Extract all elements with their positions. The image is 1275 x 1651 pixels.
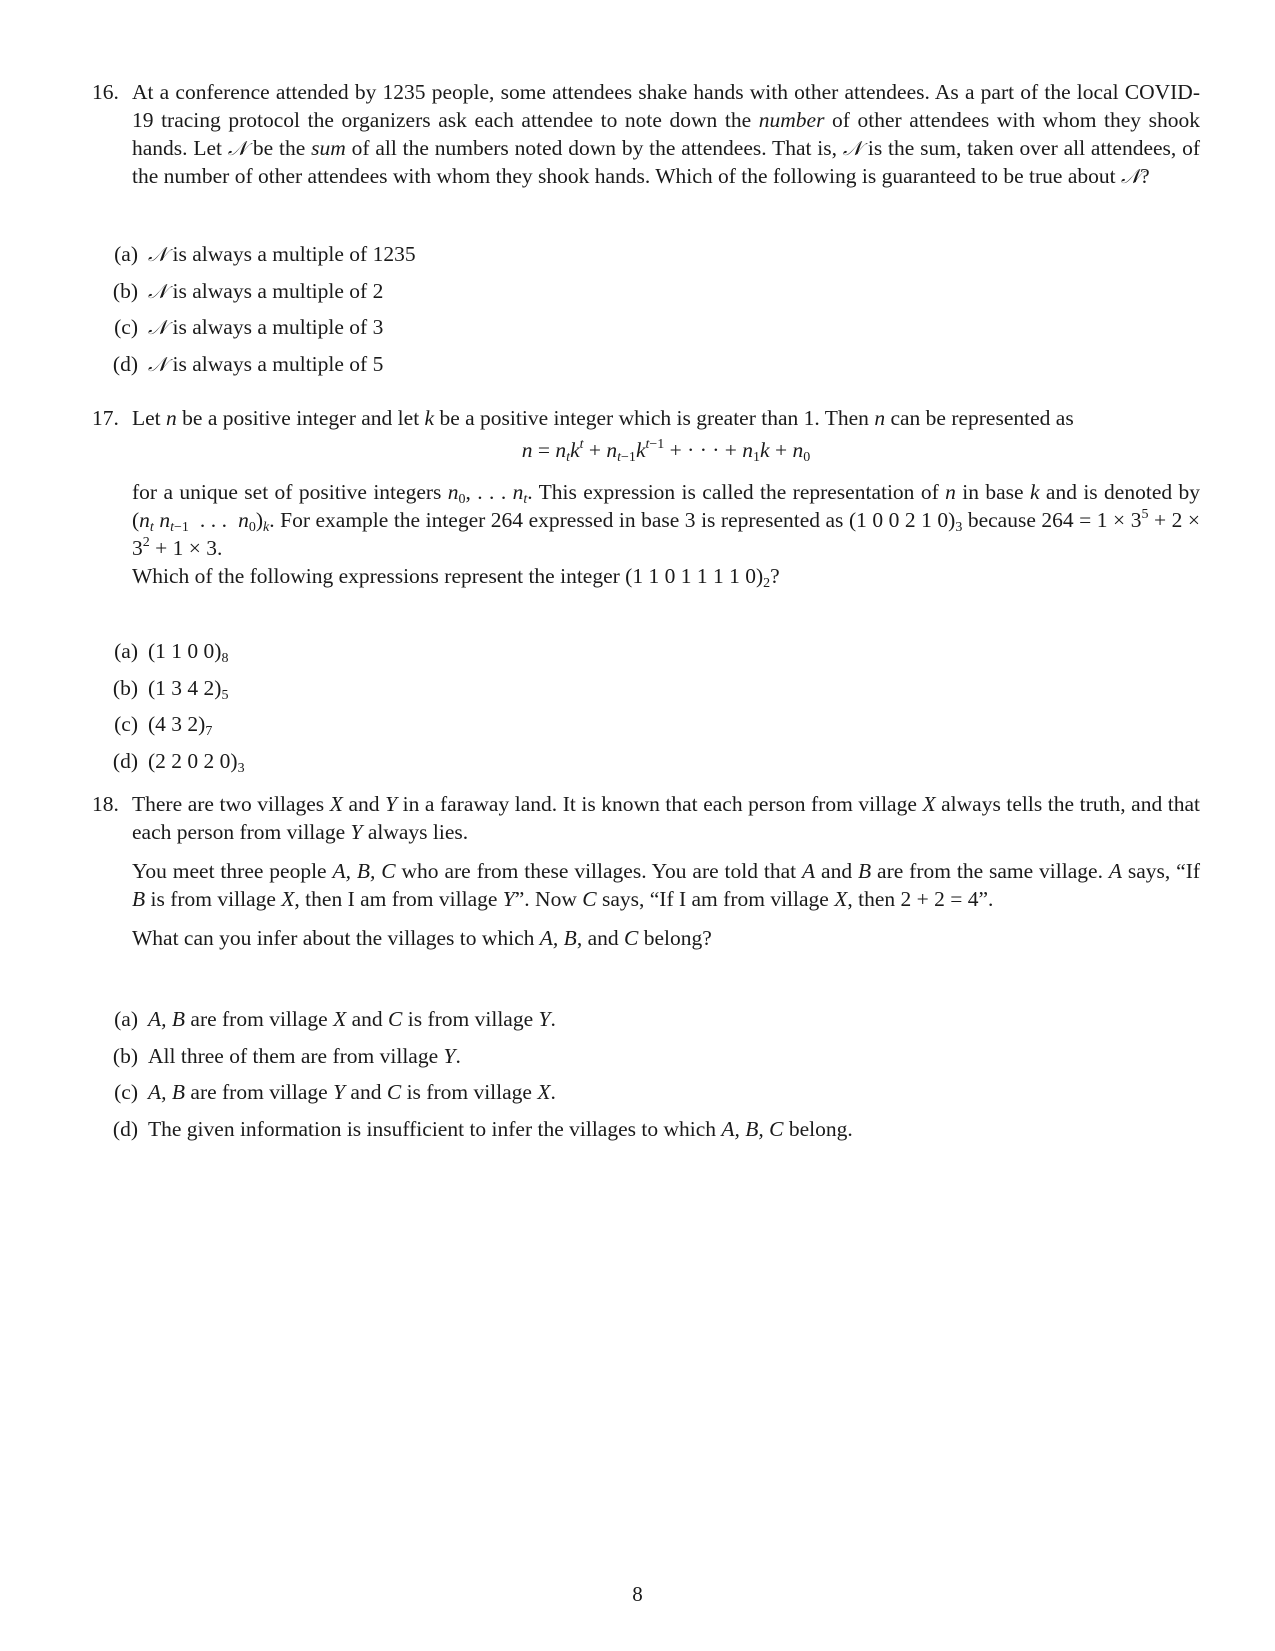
- question-16-options: [92, 240, 1200, 386]
- question-number: 18.: [92, 792, 119, 816]
- question-number: 16.: [92, 80, 119, 104]
- option-a: (a) A, B are from village X and C is from village Y.: [114, 1007, 556, 1031]
- option-c: (c) 𝒩 is always a multiple of 3: [114, 315, 384, 339]
- question-premise: There are two villages X and Y in a faraway land. It is known that each person from village X always tells the truth, and that each person from village Y always lies.: [132, 792, 1201, 844]
- question-prompt: What can you infer about the villages to which A, B, and C belong?: [132, 926, 712, 950]
- option-a: (a) (1 1 0 $0)_8$: [114, 639, 229, 666]
- question-18-options: [92, 1005, 1200, 1151]
- option-c: (c) A, B are from village Y and C is from village X.: [114, 1080, 556, 1104]
- question-16: [92, 78, 1200, 190]
- option-d: (d) (2 2 0 2 $0)_3$: [112, 748, 245, 776]
- option-b: (b) (1 3 4 $2)_5$: [112, 675, 229, 703]
- question-intro: Let n be a positive integer and let k be a positive integer which is greater than 1. Then n can be represented as: [132, 406, 1074, 430]
- option-a: (a) 𝒩 is always a multiple of 1235: [114, 242, 416, 266]
- question-17: [92, 404, 1200, 590]
- question-body: for a unique set of positive integers $n_0$, . . . $n_t$. This expression is called the representation of n in base k and is denoted by ($n_t$ $n_{t-1}$ . . . $n_0)_k$. For example the integer 264 expressed in base 3 is represented as (1 0 0 2 1 $0)_3$ because $264 = 1 \times 3^5 + 2 \times 3^2 + 1 \times 3$. Which of the following expressions represent the integer (1 1 0 1 1 1 1 $0)_2$?: [132, 480, 1201, 591]
- question-stem: At a conference attended by 1235 people, some attendees shake hands with other attendees. As a part of the local COVID-19 tracing protocol the organizers ask each attendee to note down the number of other attendees with whom they shook hands. Let 𝒩 be the sum of all the numbers noted down by the attendees. That is, 𝒩 is the sum, taken over all attendees, of the number of other attendees with whom they shook hands. Which of the following is guaranteed to be true about 𝒩?: [132, 80, 1201, 188]
- option-d: (d) The given information is insufficient to infer the villages to which A, B, C belong.: [112, 1116, 853, 1141]
- page-number: 8: [632, 1582, 643, 1606]
- question-18: [92, 790, 1200, 952]
- option-b: (b) 𝒩 is always a multiple of 2: [112, 278, 384, 303]
- question-scenario: You meet three people A, B, C who are from these villages. You are told that A and B are from the same village. A says, “If B is from village X, then I am from village Y”. Now C says, “If I am from village X, then 2 + 2 = 4”.: [132, 859, 1201, 911]
- question-number: 17.: [92, 406, 119, 430]
- option-d: (d) 𝒩 is always a multiple of 5: [112, 351, 384, 376]
- question-17-options: [92, 637, 1200, 783]
- base-representation-formula: $n = n_tk^t + n_{t-1}k^{t-1}$ + · · · + $n_1k + n_0$: [521, 437, 811, 465]
- option-c: (c) (4 3 $2)_7$: [114, 712, 213, 739]
- option-b: (b) All three of them are from village Y.: [112, 1043, 461, 1068]
